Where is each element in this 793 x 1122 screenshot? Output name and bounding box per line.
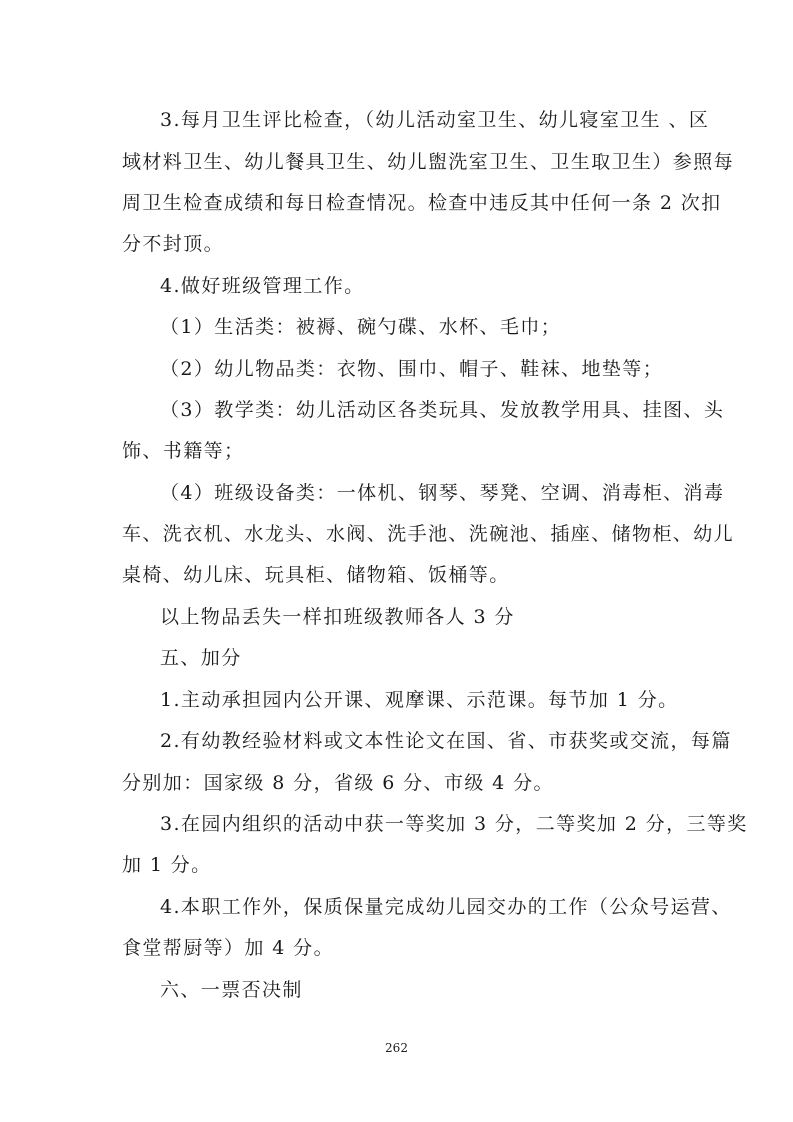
bonus-item-2-line-2: 分别加：国家级 8 分，省级 6 分、市级 4 分。	[122, 772, 554, 794]
section-6-heading: 六、一票否决制	[160, 979, 303, 1001]
item-3-line-4: 分不封顶。	[122, 233, 225, 255]
bonus-item-1: 1.主动承担园内公开课、观摩课、示范课。每节加 1 分。	[160, 689, 679, 711]
subitem-4-line-2: 车、洗衣机、水龙头、水阀、洗手池、洗碗池、插座、储物柜、幼儿	[122, 523, 735, 545]
item-3-line-3: 周卫生检查成绩和每日检查情况。检查中违反其中任何一条 2 次扣	[122, 192, 722, 214]
item-3-line-2: 域材料卫生、幼儿餐具卫生、幼儿盥洗室卫生、卫生取卫生）参照每	[122, 151, 735, 173]
bonus-item-3-line-1: 3.在园内组织的活动中获一等奖加 3 分，二等奖加 2 分，三等奖	[160, 813, 748, 835]
item-4-heading: 4.做好班级管理工作。	[160, 275, 365, 297]
subitem-2: （2）幼儿物品类：衣物、围巾、帽子、鞋袜、地垫等；	[160, 358, 664, 380]
bonus-item-2-line-1: 2.有幼教经验材料或文本性论文在国、省、市获奖或交流，每篇	[160, 730, 732, 752]
subitem-3-line-1: （3）教学类：幼儿活动区各类玩具、发放教学用具、挂图、头	[160, 399, 725, 421]
subitem-4-line-1: （4）班级设备类：一体机、钢琴、琴凳、空调、消毒柜、消毒	[160, 482, 725, 504]
bonus-item-4-line-1: 4.本职工作外，保质保量完成幼儿园交办的工作（公众号运营、	[160, 896, 732, 918]
loss-penalty-note: 以上物品丢失一样扣班级教师各人 3 分	[160, 606, 515, 628]
subitem-1: （1）生活类：被褥、碗勺碟、水杯、毛巾；	[160, 316, 562, 338]
page-number: 262	[385, 1041, 408, 1055]
bonus-item-3-line-2: 加 1 分。	[122, 854, 212, 876]
subitem-3-line-2: 饰、书籍等；	[122, 440, 245, 462]
item-3-line-1: 3.每月卫生评比检查，（幼儿活动室卫生、幼儿寝室卫生 、区	[160, 109, 710, 131]
subitem-4-line-3: 桌椅、幼儿床、玩具柜、储物箱、饭桶等。	[122, 564, 510, 586]
bonus-item-4-line-2: 食堂帮厨等）加 4 分。	[122, 937, 334, 959]
section-5-heading: 五、加分	[160, 647, 242, 669]
